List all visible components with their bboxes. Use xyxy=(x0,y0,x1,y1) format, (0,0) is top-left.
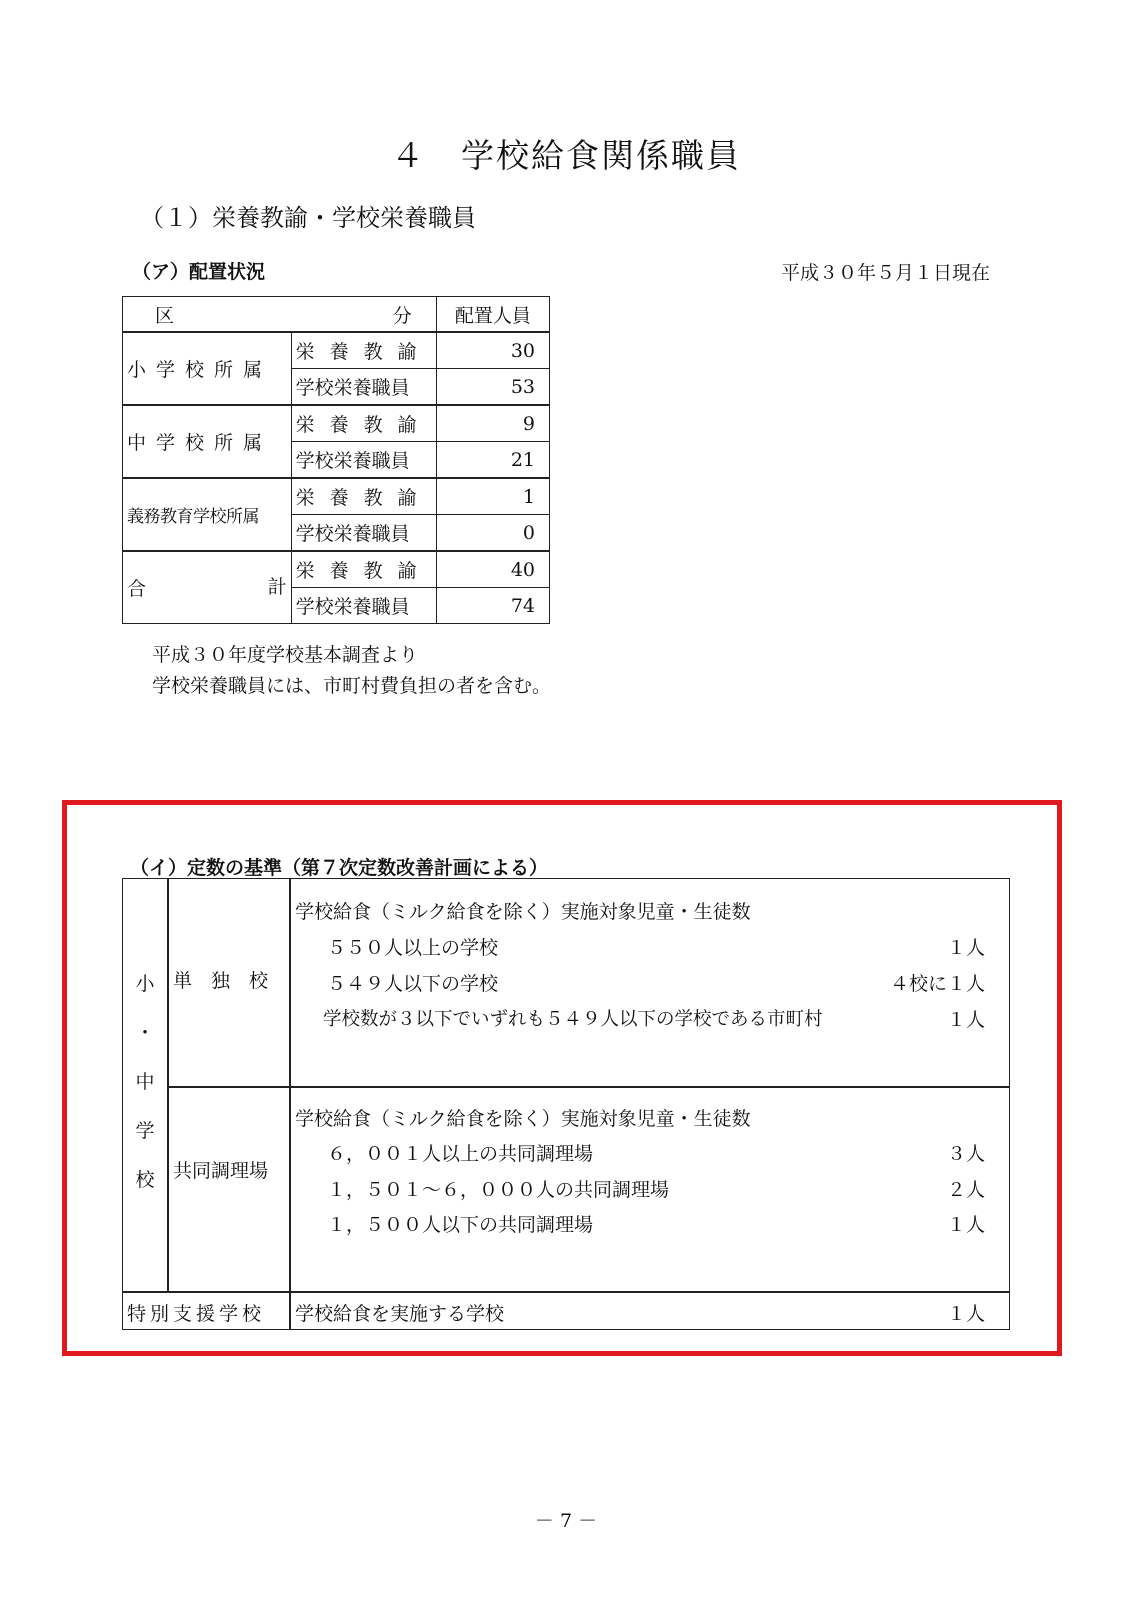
group-label: 中学校所属 xyxy=(123,405,292,478)
school-level-char: ・ xyxy=(135,1022,155,1044)
row-count: 40 xyxy=(436,551,549,588)
table-header-row xyxy=(123,297,550,333)
single-item-value: １人 xyxy=(946,1009,985,1031)
joint-kitchen-label: 共同調理場 xyxy=(173,1160,269,1182)
single-intro: 学校給食（ミルク給食を除く）実施対象児童・生徒数 xyxy=(295,901,751,923)
row-count: 74 xyxy=(436,588,549,624)
header-count: 配置人員 xyxy=(436,297,549,333)
single-item-value: １人 xyxy=(946,937,985,959)
row-type: 栄養教諭 xyxy=(291,551,436,588)
note-inclusion: 学校栄養職員には、市町村費負担の者を含む。 xyxy=(152,675,552,697)
joint-item-text: ６，００１人以上の共同調理場 xyxy=(327,1143,594,1165)
row-type: 学校栄養職員 xyxy=(291,588,436,624)
row-type: 栄養教諭 xyxy=(291,405,436,442)
joint-item-value: ２人 xyxy=(946,1179,985,1201)
table-row xyxy=(123,405,550,442)
grid-line xyxy=(167,1086,1010,1088)
standards-heading: （イ）定数の基準（第７次定数改善計画による） xyxy=(130,857,549,879)
row-count: 21 xyxy=(436,442,549,479)
joint-item-text: １，５０１～６，０００人の共同調理場 xyxy=(327,1179,670,1201)
joint-intro: 学校給食（ミルク給食を除く）実施対象児童・生徒数 xyxy=(295,1108,751,1130)
table-row xyxy=(123,478,550,515)
row-type: 栄養教諭 xyxy=(291,332,436,369)
page-title: ４ 学校給食関係職員 xyxy=(391,136,741,175)
single-item-text: ５４９人以下の学校 xyxy=(327,973,499,995)
grid-line xyxy=(123,1291,1010,1293)
placement-notes xyxy=(152,640,551,702)
header-category-a: 区 xyxy=(155,304,175,327)
single-school-label: 単 独 校 xyxy=(173,970,269,992)
row-count: 53 xyxy=(436,369,549,406)
placement-table xyxy=(122,296,550,624)
header-category-b: 分 xyxy=(392,304,412,327)
school-level-char: 学 xyxy=(135,1120,155,1142)
row-type: 学校栄養職員 xyxy=(291,369,436,406)
row-count: 9 xyxy=(436,405,549,442)
header-category xyxy=(123,297,437,333)
single-item-text: 学校数が３以下でいずれも５４９人以下の学校である市町村 xyxy=(323,1009,823,1030)
school-level-char: 校 xyxy=(135,1169,155,1191)
joint-item-text: １，５００人以下の共同調理場 xyxy=(327,1214,594,1236)
table-row xyxy=(123,551,550,588)
row-type: 学校栄養職員 xyxy=(291,442,436,479)
row-count: 0 xyxy=(436,515,549,552)
row-count: 30 xyxy=(436,332,549,369)
joint-item-value: ３人 xyxy=(946,1143,985,1165)
single-item-value: ４校に１人 xyxy=(889,973,985,995)
note-source: 平成３０年度学校基本調査より xyxy=(152,644,419,666)
total-label xyxy=(123,551,292,624)
school-level-label xyxy=(123,960,167,1205)
single-item-text: ５５０人以上の学校 xyxy=(327,937,499,959)
grid-line xyxy=(167,879,169,1291)
row-count: 1 xyxy=(436,478,549,515)
group-label: 義務教育学校所属 xyxy=(123,478,292,551)
special-school-label: 特別支援学校 xyxy=(127,1303,266,1325)
grid-line xyxy=(289,879,291,1330)
page-number: － 7 － xyxy=(534,1510,598,1532)
table-row xyxy=(123,332,550,369)
as-of-date: 平成３０年５月１日現在 xyxy=(780,262,990,284)
special-value: １人 xyxy=(946,1303,985,1325)
special-text: 学校給食を実施する学校 xyxy=(295,1303,505,1325)
row-type: 学校栄養職員 xyxy=(291,515,436,552)
school-level-char: 小 xyxy=(135,973,155,995)
standards-table xyxy=(122,878,1010,1330)
total-label-a: 合 xyxy=(127,578,147,600)
placement-heading: （ア）配置状況 xyxy=(132,261,266,283)
row-type: 栄養教諭 xyxy=(291,478,436,515)
group-label: 小学校所属 xyxy=(123,332,292,405)
section-title: （１）栄養教諭・学校栄養職員 xyxy=(140,204,476,232)
total-label-b: 計 xyxy=(267,576,287,598)
school-level-char: 中 xyxy=(135,1071,155,1093)
joint-item-value: １人 xyxy=(946,1214,985,1236)
